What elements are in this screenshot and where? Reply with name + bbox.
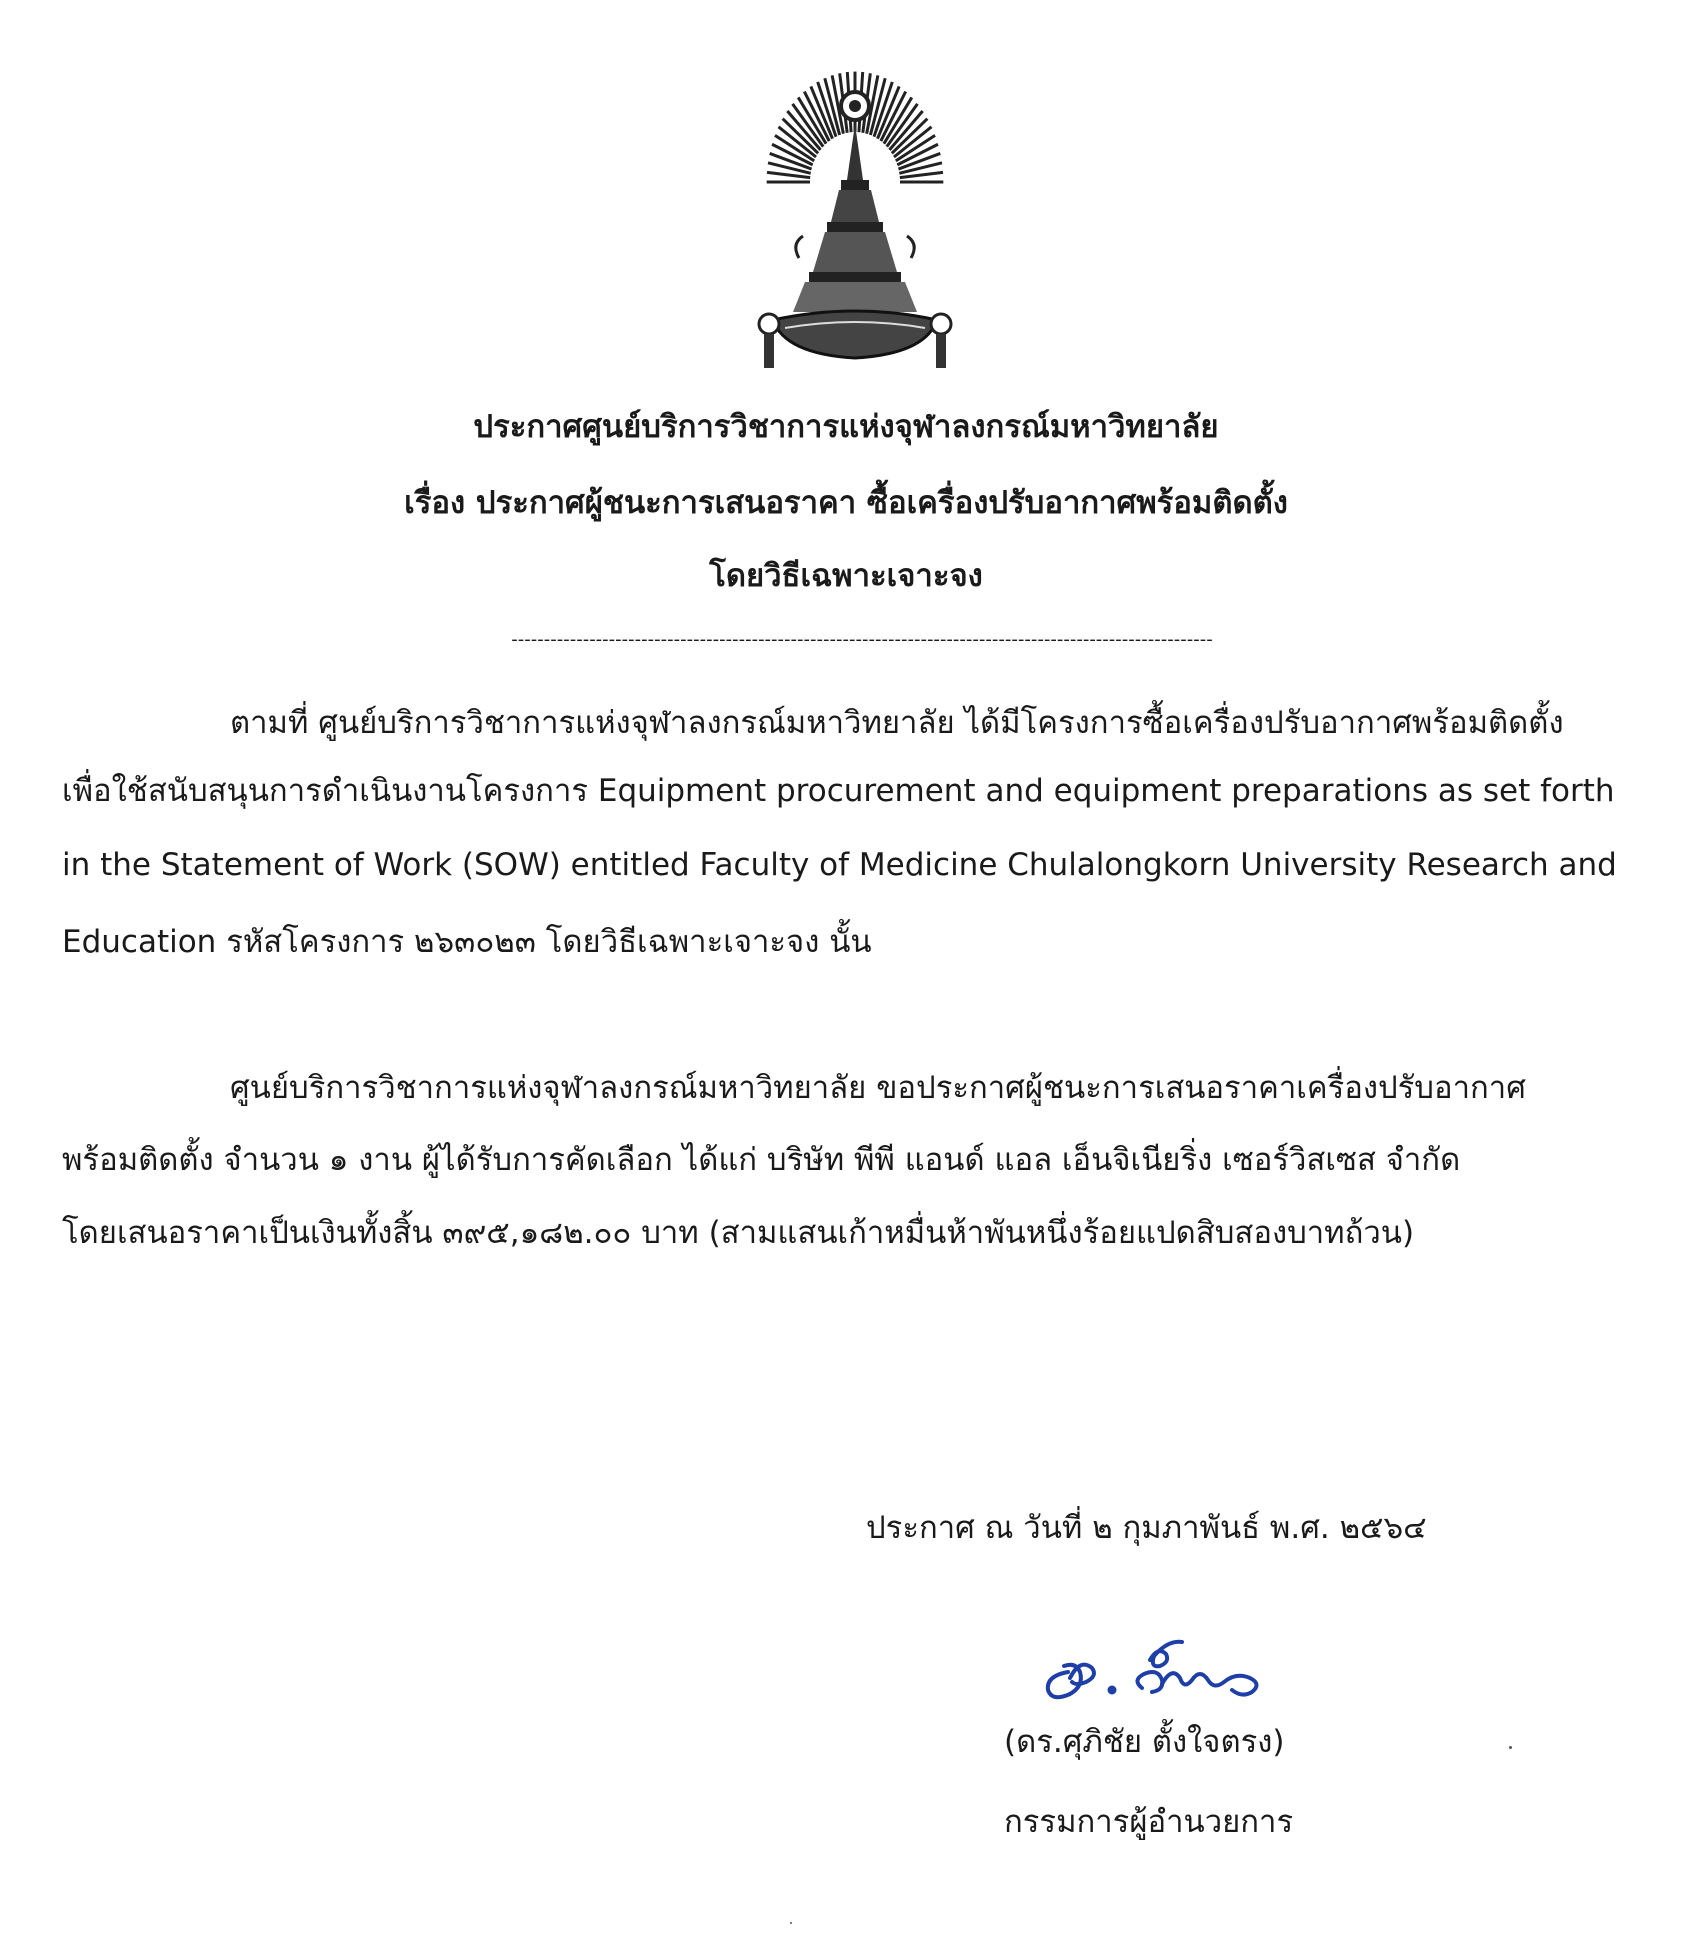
- announcement-subject: เรื่อง ประกาศผู้ชนะการเสนอราคา ซื้อเครื่องปรับอากาศพร้อมติดตั้ง: [404, 485, 1288, 521]
- scan-speck: [790, 1922, 792, 1924]
- announcement-title: ประกาศศูนย์บริการวิชาการแห่งจุฬาลงกรณ์มหาวิทยาลัย: [473, 409, 1219, 445]
- paragraph1-line4: Education รหัสโครงการ ๒๖๓๐๒๓ โดยวิธีเฉพาะเจาะจง นั้น: [62, 924, 872, 960]
- paragraph1-line1: ตามที่ ศูนย์บริการวิชาการแห่งจุฬาลงกรณ์มหาวิทยาลัย ได้มีโครงการซื้อเครื่องปรับอากาศพร้อมติดตั้ง: [230, 705, 1564, 741]
- paragraph1-line3: in the Statement of Work (SOW) entitled Faculty of Medicine Chulalongkorn University Research and: [62, 847, 1617, 883]
- signer-name: (ดร.ศุภิชัย ตั้งใจตรง): [1004, 1724, 1285, 1760]
- announcement-date: ประกาศ ณ วันที่ ๒ กุมภาพันธ์ พ.ศ. ๒๕๖๔: [866, 1510, 1427, 1546]
- separator-line: ------------------------------------------------------------------------------------------------------------: [511, 629, 1213, 650]
- announcement-method: โดยวิธีเฉพาะเจาะจง: [709, 558, 983, 594]
- paragraph2-line1: ศูนย์บริการวิชาการแห่งจุฬาลงกรณ์มหาวิทยาลัย ขอประกาศผู้ชนะการเสนอราคาเครื่องปรับอากาศ: [230, 1070, 1526, 1106]
- paragraph2-line2: พร้อมติดตั้ง จำนวน ๑ งาน ผู้ได้รับการคัดเลือก ได้แก่ บริษัท พีพี แอนด์ แอล เอ็นจิเนียริ่ง เซอร์วิสเซส จำกัด: [62, 1142, 1461, 1178]
- university-emblem-icon: [755, 62, 955, 384]
- scan-speck: [1509, 1746, 1512, 1749]
- paragraph2-line3: โดยเสนอราคาเป็นเงินทั้งสิ้น ๓๙๕,๑๘๒.๐๐ บาท (สามแสนเก้าหมื่นห้าพันหนึ่งร้อยแปดสิบสองบาทถ้วน): [62, 1215, 1415, 1251]
- signer-title: กรรมการผู้อำนวยการ: [1004, 1804, 1294, 1840]
- paragraph1-line2: เพื่อใช้สนับสนุนการดำเนินงานโครงการ Equipment procurement and equipment preparations as set forth: [62, 773, 1615, 809]
- handwritten-signature: [1030, 1620, 1300, 1710]
